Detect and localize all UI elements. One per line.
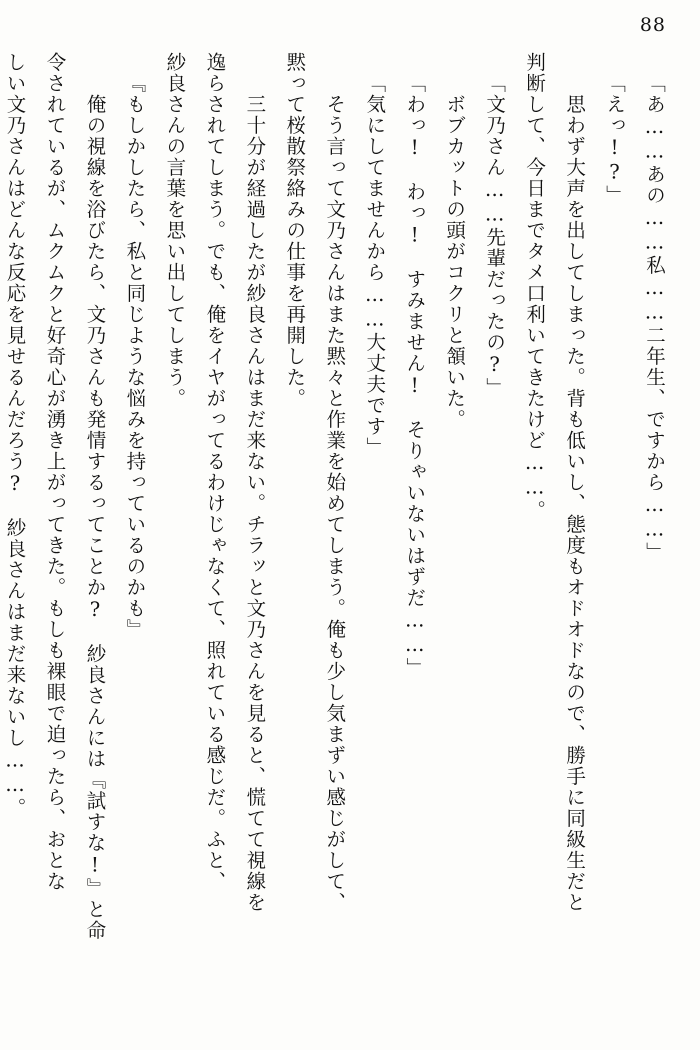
text-line: 逸らされてしまう。でも、俺をイヤがってるわけじゃなくて、照れている感じだ。ふと、 [203, 52, 227, 892]
text-line: 俺の視線を浴びたら、文乃さんも発情するってことか? 紗良さんには『試すな!』と命 [83, 73, 107, 941]
text-line: 思わず大声を出してしまった。背も低いし、態度もオドオドなので、勝手に同級生だと [563, 73, 587, 913]
text-line: 紗良さんの言葉を思い出してしまう。 [163, 52, 187, 409]
text-line: 「文乃さん……先輩だったの?」 [483, 73, 507, 399]
text-line: ボブカットの頭がコクリと頷いた。 [443, 73, 467, 430]
text-line: 『もしかしたら、私と同じような悩みを持っているのかも』 [123, 73, 147, 640]
text-line: しい文乃さんはどんな反応を見せるんだろう? 紗良さんはまだ来ないし……。 [3, 52, 27, 819]
text-line: 「えっ!?」 [603, 73, 627, 206]
text-line: そう言って文乃さんはまた黙々と作業を始めてしまう。俺も少し気まずい感じがして、 [323, 73, 347, 913]
text-line: 「気にしてませんから……大丈夫です」 [363, 73, 387, 458]
text-line: 三十分が経過したが紗良さんはまだ来ない。チラッと文乃さんを見ると、慌てて視線を [243, 73, 267, 913]
text-line: 令されているが、ムクムクと好奇心が湧き上がってきた。もしも裸眼で迫ったら、おとな [43, 52, 67, 892]
text-line: 黙って桜散祭絡みの仕事を再開した。 [283, 52, 307, 409]
page-body-text [3, 52, 674, 1016]
text-line: 「あ……あの……私……二年生、ですから……」 [643, 73, 666, 563]
page-number: 88 [639, 14, 666, 36]
text-line: 判断して、今日までタメ口利いてきたけど……。 [523, 52, 547, 521]
text-line: 「わっ! わっ! すみません! そりゃいないはずだ……」 [403, 73, 427, 679]
